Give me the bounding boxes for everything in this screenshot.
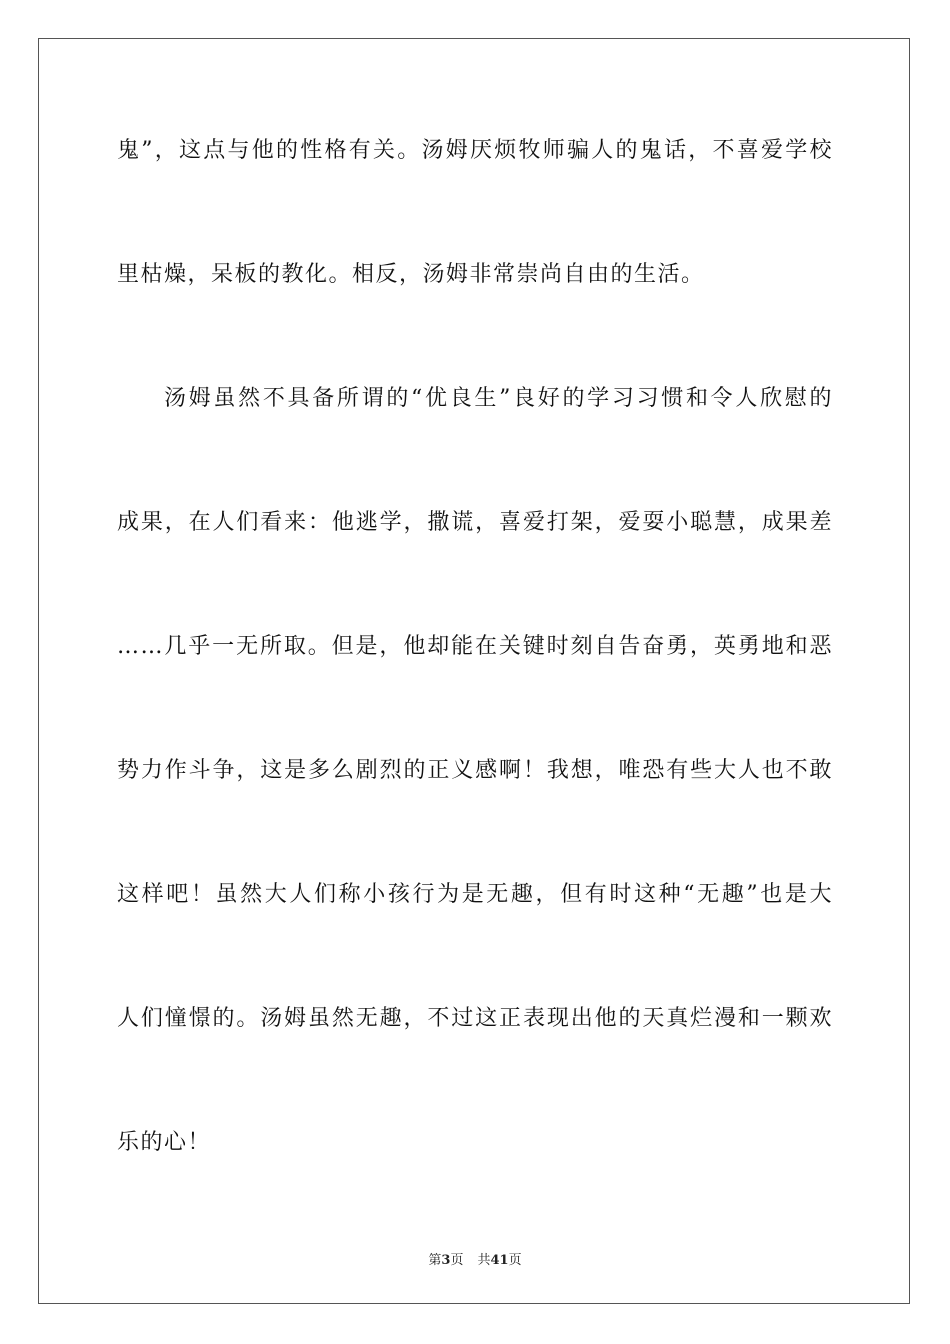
paragraph-first-line: 汤姆虽然不具备所谓的“优良生”良好的学习习惯和令人欣慰的: [164, 386, 833, 411]
total-prefix: 共: [477, 1253, 491, 1268]
text-line-7: 这样吧！虽然大人们称小孩行为是无趣，但有时这种“无趣”也是大: [117, 882, 833, 907]
text-line-4: 成果，在人们看来：他逃学，撒谎，喜爱打架，爱耍小聪慧，成果差: [117, 510, 833, 535]
text-line-5: ……几乎一无所取。但是，他却能在关键时刻自告奋勇，英勇地和恶: [117, 634, 833, 659]
text-line-1: 鬼”，这点与他的性格有关。汤姆厌烦牧师骗人的鬼话，不喜爱学校: [117, 138, 833, 163]
text-line-9: 乐的心！: [117, 1130, 212, 1155]
page-suffix: 页: [450, 1253, 464, 1268]
page-border: [38, 38, 910, 1304]
total-suffix: 页: [508, 1253, 522, 1268]
page-footer: [0, 1249, 950, 1268]
page-prefix: 第: [428, 1253, 442, 1268]
text-line-6: 势力作斗争，这是多么剧烈的正义感啊！我想，唯恐有些大人也不敢: [117, 758, 833, 783]
page-number: 3: [441, 1253, 451, 1268]
total-pages: 41: [490, 1253, 509, 1268]
text-line-8: 人们憧憬的。汤姆虽然无趣，不过这正表现出他的天真烂漫和一颗欢: [117, 1006, 833, 1031]
text-line-2: 里枯燥，呆板的教化。相反，汤姆非常崇尚自由的生活。: [117, 262, 705, 287]
